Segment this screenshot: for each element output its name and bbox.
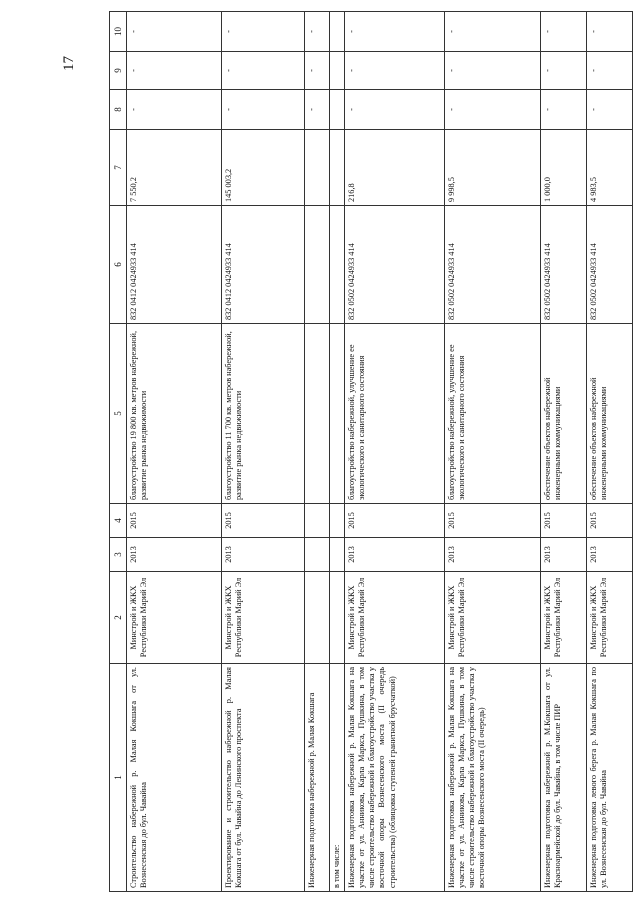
amount-y2-cell: -: [127, 90, 222, 130]
table-row: [127, 12, 222, 892]
header-cell: 8: [110, 90, 127, 130]
start-year-cell: 2013: [345, 538, 445, 572]
header-cell: 2: [110, 572, 127, 664]
customer-cell: [330, 572, 345, 664]
amount-y3-cell: -: [587, 52, 633, 90]
start-year-cell: [330, 538, 345, 572]
amount-y2-cell: -: [445, 90, 541, 130]
amount-y4-cell: [330, 12, 345, 52]
result-cell: благоустройство 19 800 кв. метров набережной, развитие рынка недвижимости: [127, 324, 222, 504]
amount-2015-cell: 216,8: [345, 130, 445, 206]
amount-y3-cell: -: [345, 52, 445, 90]
table-row: [222, 12, 305, 892]
object-name-cell: Проектирование и строительство набережной р. Малая Кокшага от бул. Чавайна до Ленинского проспекта: [222, 664, 305, 892]
end-year-cell: 2015: [587, 504, 633, 538]
end-year-cell: 2015: [222, 504, 305, 538]
amount-y2-cell: -: [305, 90, 330, 130]
amount-2015-cell: 7 550,2: [127, 130, 222, 206]
start-year-cell: 2013: [445, 538, 541, 572]
amount-y4-cell: -: [587, 12, 633, 52]
budget-code-cell: 832 0502 0424933 414: [587, 206, 633, 324]
customer-cell: [305, 572, 330, 664]
budget-code-cell: 832 0412 0424933 414: [222, 206, 305, 324]
table-frame: [109, 12, 634, 892]
amount-y4-cell: -: [127, 12, 222, 52]
amount-y3-cell: [330, 52, 345, 90]
amount-2015-cell: 1 000,0: [541, 130, 587, 206]
result-cell: благоустройство набережной, улучшение ее экологического и санитарного состояния: [345, 324, 445, 504]
amount-y2-cell: -: [587, 90, 633, 130]
amount-2015-cell: [305, 130, 330, 206]
table-row: [305, 12, 330, 892]
amount-y4-cell: -: [345, 12, 445, 52]
table-row: [445, 12, 541, 892]
start-year-cell: [305, 538, 330, 572]
amount-y2-cell: -: [345, 90, 445, 130]
object-name-cell: Инженерная подготовка набережной р. М.Кокшага от ул. Красноармейской до бул. Чавайна, в том числе ПИР: [541, 664, 587, 892]
budget-code-cell: [305, 206, 330, 324]
amount-y2-cell: [330, 90, 345, 130]
result-cell: обеспечение объектов набережной инженерными коммуникациями: [587, 324, 633, 504]
program-table: [109, 11, 633, 892]
table-row: [541, 12, 587, 892]
amount-y2-cell: -: [222, 90, 305, 130]
budget-code-cell: [330, 206, 345, 324]
object-name-cell: Инженерная подготовка набережной р. Малая Кокшага на участке от ул. Анникова, Карла Маркса, Пушкина, в том числе строительство набережной и благоустройство участка у восточной опоры Вознесенского моста (II очередь строительства) (облицовка ступеней гранитной брусчаткой): [345, 664, 445, 892]
header-cell: 6: [110, 206, 127, 324]
amount-2015-cell: 9 998,5: [445, 130, 541, 206]
budget-code-cell: 832 0412 0424933 414: [127, 206, 222, 324]
header-cell: 9: [110, 52, 127, 90]
header-cell: 5: [110, 324, 127, 504]
end-year-cell: 2015: [541, 504, 587, 538]
end-year-cell: 2015: [127, 504, 222, 538]
object-name-cell: Инженерная подготовка набережной р. Малая Кокшага на участке от ул. Анникова, Карла Маркса, Пушкина, в том числе строительство набережной и благоустройство участка у восточной опоры Вознесенского моста (II очередь): [445, 664, 541, 892]
amount-y3-cell: -: [445, 52, 541, 90]
header-cell: 7: [110, 130, 127, 206]
result-cell: [305, 324, 330, 504]
end-year-cell: [330, 504, 345, 538]
amount-2015-cell: [330, 130, 345, 206]
header-cell: 1: [110, 664, 127, 892]
customer-cell: Минстрой и ЖКХ Республики Марий Эл: [222, 572, 305, 664]
amount-y3-cell: -: [541, 52, 587, 90]
budget-code-cell: 832 0502 0424933 414: [541, 206, 587, 324]
end-year-cell: 2015: [445, 504, 541, 538]
table-row: [330, 12, 345, 892]
object-name-cell: в том числе:: [330, 664, 345, 892]
budget-code-cell: 832 0502 0424933 414: [345, 206, 445, 324]
customer-cell: Минстрой и ЖКХ Республики Марий Эл: [127, 572, 222, 664]
header-cell: 4: [110, 504, 127, 538]
start-year-cell: 2013: [222, 538, 305, 572]
table-row: [587, 12, 633, 892]
budget-code-cell: 832 0502 0424933 414: [445, 206, 541, 324]
amount-2015-cell: 145 003,2: [222, 130, 305, 206]
customer-cell: Минстрой и ЖКХ Республики Марий Эл: [345, 572, 445, 664]
result-cell: [330, 324, 345, 504]
start-year-cell: 2013: [127, 538, 222, 572]
amount-y4-cell: -: [541, 12, 587, 52]
amount-2015-cell: 4 983,5: [587, 130, 633, 206]
end-year-cell: [305, 504, 330, 538]
object-name-cell: Инженерная подготовка левого берега р. Малая Кокшага по ул. Вознесенская до бул. Чавайна: [587, 664, 633, 892]
customer-cell: Минстрой и ЖКХ Республики Марий Эл: [541, 572, 587, 664]
amount-y4-cell: -: [305, 12, 330, 52]
customer-cell: Минстрой и ЖКХ Республики Марий Эл: [445, 572, 541, 664]
start-year-cell: 2013: [541, 538, 587, 572]
result-cell: обеспечение объектов набережной инженерными коммуникациями: [541, 324, 587, 504]
customer-cell: Минстрой и ЖКХ Республики Марий Эл: [587, 572, 633, 664]
amount-y3-cell: -: [127, 52, 222, 90]
amount-y4-cell: -: [445, 12, 541, 52]
amount-y3-cell: -: [305, 52, 330, 90]
header-cell: 10: [110, 12, 127, 52]
header-row: [110, 12, 127, 892]
result-cell: благоустройство 11 700 кв. метров набережной, развитие рынка недвижимости: [222, 324, 305, 504]
end-year-cell: 2015: [345, 504, 445, 538]
amount-y3-cell: -: [222, 52, 305, 90]
start-year-cell: 2013: [587, 538, 633, 572]
object-name-cell: Строительство набережной р. Малая Кокшага от ул. Вознесенская до бул. Чавайна: [127, 664, 222, 892]
amount-y4-cell: -: [222, 12, 305, 52]
object-name-cell: Инженерная подготовка набережной р. Малая Кокшага: [305, 664, 330, 892]
amount-y2-cell: -: [541, 90, 587, 130]
header-cell: 3: [110, 538, 127, 572]
result-cell: благоустройство набережной, улучшение ее экологического и санитарного состояния: [445, 324, 541, 504]
rotated-page: [109, 12, 634, 892]
page-number: 17: [61, 56, 77, 71]
table-row: [345, 12, 445, 892]
